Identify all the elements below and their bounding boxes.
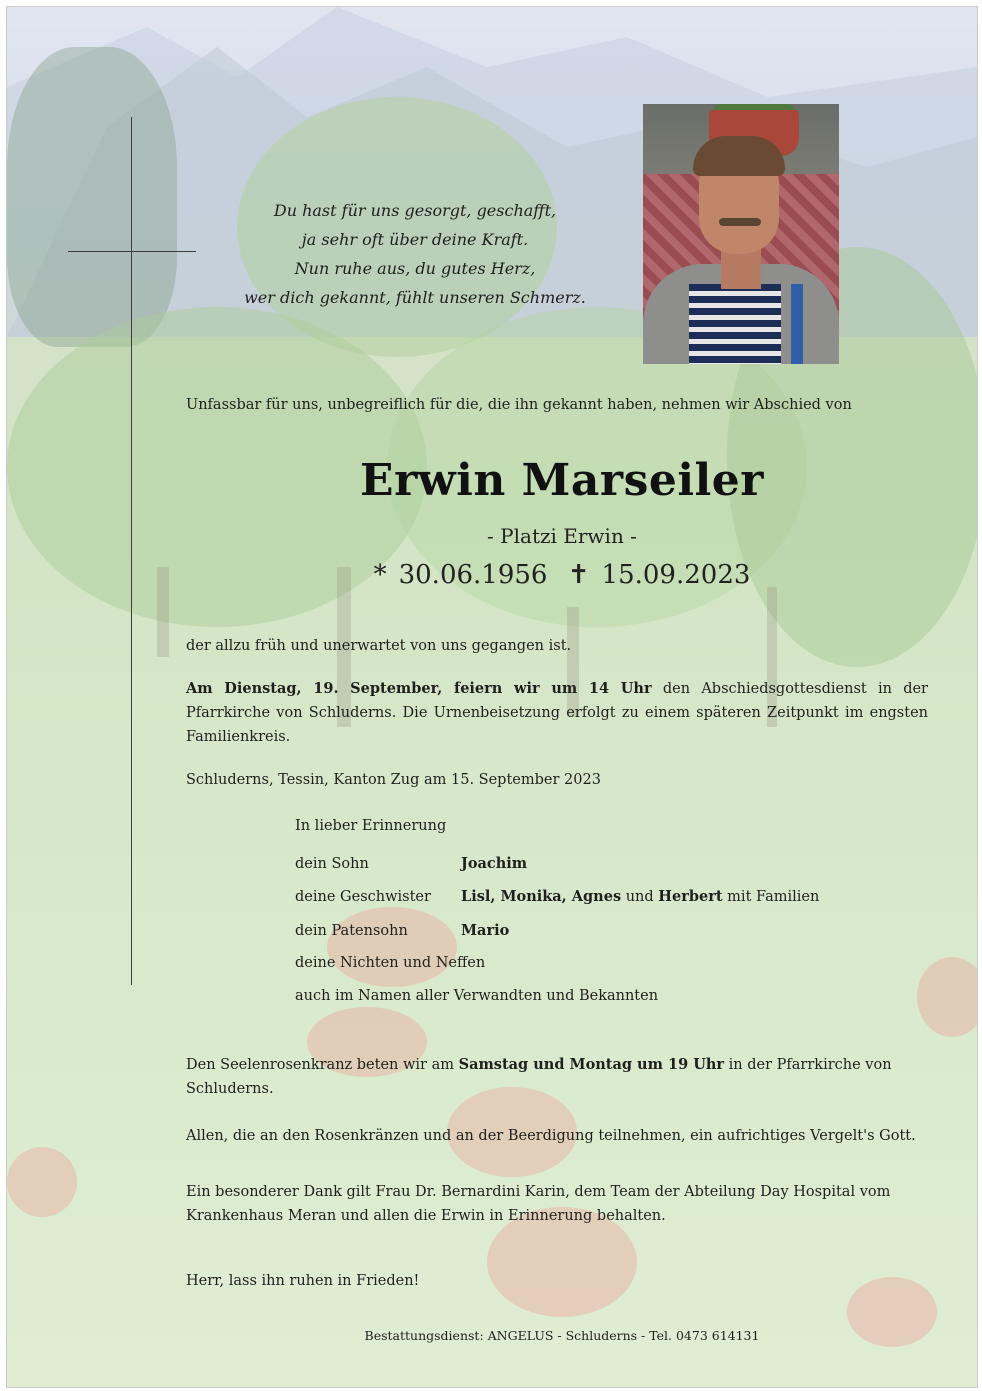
funeral-announcement	[186, 677, 928, 749]
nickname: - Platzi Erwin -	[487, 524, 637, 548]
funeral-date-time: Am Dienstag, 19. September, feiern wir um 14 Uhr	[186, 680, 652, 697]
relation-name: Herbert	[658, 888, 723, 905]
departed-line: der allzu früh und unerwartet von uns gegangen ist.	[186, 638, 572, 654]
family-heading: In lieber Erinnerung	[295, 818, 447, 834]
family-siblings	[295, 888, 819, 905]
verse-line: Du hast für uns gesorgt, geschafft,	[273, 201, 557, 220]
birth-star-icon: *	[373, 560, 387, 590]
rosary-time: Samstag und Montag um 19 Uhr	[458, 1056, 725, 1073]
rosary-announcement	[186, 1053, 928, 1101]
memorial-verse	[220, 196, 610, 312]
cross-horizontal-bar	[68, 251, 196, 252]
relation-name: Mario	[461, 922, 510, 939]
rosary-post: in der Pfarrkirche von Schluderns.	[186, 1057, 892, 1097]
thanks-attendees: Allen, die an den Rosenkränzen und an der Beerdigung teilnehmen, ein aufrichtiges Vergelt's Gott.	[186, 1128, 916, 1144]
closing-prayer: Herr, lass ihn ruhen in Frieden!	[186, 1273, 420, 1289]
relation-label: dein Patensohn	[295, 923, 408, 939]
family-nieces: deine Nichten und Neffen	[295, 955, 486, 971]
death-date: 15.09.2023	[601, 560, 751, 590]
verse-line: wer dich gekannt, fühlt unseren Schmerz.	[244, 288, 586, 307]
life-dates	[186, 560, 938, 590]
relation-name: Lisl, Monika, Agnes	[461, 888, 622, 905]
intro-text: Unfassbar für uns, unbegreiflich für die, die ihn gekannt haben, nehmen wir Abschied von	[186, 397, 852, 413]
deceased-name: Erwin Marseiler	[360, 455, 764, 506]
relation-label: dein Sohn	[295, 856, 369, 872]
conjunction: und	[621, 889, 659, 905]
thanks-special: Ein besonderer Dank gilt Frau Dr. Bernardini Karin, dem Team der Abteilung Day Hospital vom Krankenhaus Meran und allen die Erwin in Erinnerung behalten.	[186, 1184, 891, 1224]
relation-name: Joachim	[461, 855, 528, 872]
funeral-details: den Abschiedsgottesdienst in der Pfarrkirche von Schluderns. Die Urnenbeisetzung erfolgt zu einem späteren Zeitpunkt im engsten Familienkreis.	[186, 681, 928, 745]
family-son	[295, 855, 527, 872]
death-cross-icon: ✝	[567, 560, 590, 590]
relation-suffix: mit Familien	[722, 889, 820, 905]
relation-label: deine Geschwister	[295, 889, 431, 905]
funeral-service-footer: Bestattungsdienst: ANGELUS - Schluderns - Tel. 0473 614131	[364, 1328, 760, 1343]
family-godson	[295, 922, 509, 939]
cross-vertical-bar	[131, 117, 132, 985]
rosary-pre: Den Seelenrosenkranz beten wir am	[186, 1057, 459, 1073]
portrait-photo	[643, 104, 839, 364]
verse-line: ja sehr oft über deine Kraft.	[301, 230, 529, 249]
verse-line: Nun ruhe aus, du gutes Herz,	[294, 259, 536, 278]
place-date: Schluderns, Tessin, Kanton Zug am 15. September 2023	[186, 772, 601, 788]
birth-date: 30.06.1956	[398, 560, 548, 590]
family-relatives: auch im Namen aller Verwandten und Bekannten	[295, 988, 659, 1004]
